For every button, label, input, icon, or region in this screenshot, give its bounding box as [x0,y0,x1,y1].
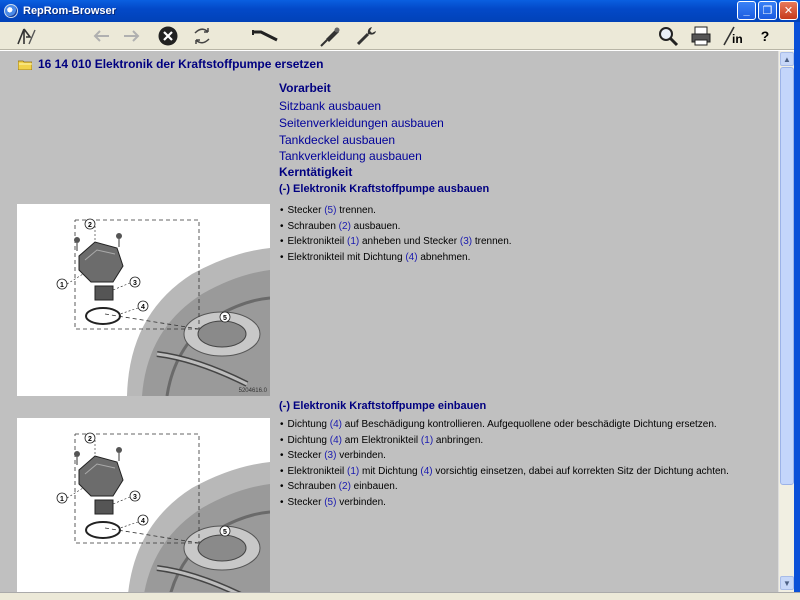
info-label: in [732,32,743,46]
toolbar [0,22,800,50]
list-item: • Dichtung (4) auf Beschädigung kontrollieren. Aufgequollene oder beschädigte Dichtung ersetzen. [280,417,729,433]
chevron-down-icon: ▼ [783,578,791,588]
wrench-icon [354,25,378,47]
callout-5: 5 [223,529,227,536]
title-bar[interactable] [0,0,800,22]
list-item: • Dichtung (4) am Elektronikteil (1) anbringen. [280,433,729,449]
tool-button[interactable] [251,25,279,47]
refresh-icon [191,25,213,47]
window-title: RepRom-Browser [23,5,116,17]
link-tankverkleidung-ausbauen[interactable]: Tankverkleidung ausbauen [279,149,422,163]
tester-icon [318,25,342,47]
link-tankdeckel-ausbauen[interactable]: Tankdeckel ausbauen [279,133,396,147]
window-frame-right [794,22,800,600]
tool-icon [251,26,279,46]
page-title: 16 14 010 Elektronik der Kraftstoffpumpe ersetzen [38,57,324,71]
close-button[interactable] [779,1,798,20]
kerntaetigkeit-heading: Kerntätigkeit [279,165,353,179]
list-item: • Stecker (5) trennen. [280,203,512,219]
forward-button[interactable] [120,25,144,47]
back-button[interactable] [89,25,113,47]
sync-view-button[interactable] [14,25,38,47]
chevron-up-icon: ▲ [783,54,791,64]
wrench-button[interactable] [354,25,378,47]
list-item: • Stecker (3) verbinden. [280,448,729,464]
minimize-icon: _ [743,4,750,17]
content-area [0,51,778,592]
callout-3: 3 [133,494,137,501]
scroll-thumb[interactable] [780,67,794,485]
forward-arrow-icon [121,26,143,46]
einbauen-steps [280,417,729,511]
folder-icon [18,59,32,70]
print-icon [690,25,712,47]
callout-3: 3 [133,280,137,287]
info-button[interactable] [721,25,747,47]
vorarbeit-heading: Vorarbeit [279,81,331,95]
back-arrow-icon [90,26,112,46]
figure-code: 5204616.0 [238,388,267,394]
figure-ausbauen [17,204,270,396]
figure-einbauen [17,418,270,592]
page-heading [18,57,323,71]
list-item: • Stecker (5) verbinden. [280,495,729,511]
tester-button[interactable] [318,25,342,47]
help-button[interactable] [753,25,777,47]
link-sitzbank-ausbauen[interactable]: Sitzbank ausbauen [279,99,382,113]
close-icon: ✕ [783,5,794,17]
scroll-up-button[interactable] [780,52,794,66]
fuel-pump-diagram [17,204,270,396]
einbauen-heading: (-) Elektronik Kraftstoffpumpe einbauen [279,400,487,412]
minimize-button[interactable] [737,1,756,20]
list-item: • Schrauben (2) einbauen. [280,479,729,495]
search-icon [657,25,679,47]
refresh-button[interactable] [190,25,214,47]
stop-icon [157,25,179,47]
restore-icon: ❐ [762,5,773,17]
search-button[interactable] [656,25,680,47]
callout-2: 2 [88,436,92,443]
scroll-down-button[interactable] [780,576,794,590]
callout-4: 4 [141,304,145,311]
callout-2: 2 [88,222,92,229]
window-frame-bottom [0,592,800,600]
link-seitenverkleidungen-ausbauen[interactable]: Seitenverkleidungen ausbauen [279,116,444,130]
ausbauen-steps [280,203,512,265]
vertical-scrollbar[interactable] [778,51,794,592]
list-item: • Elektronikteil (1) anheben und Stecker (3) trennen. [280,234,512,250]
callout-1: 1 [60,282,64,289]
list-item: • Elektronikteil (1) mit Dichtung (4) vorsichtig einsetzen, dabei auf korrekten Sitz der Dichtung achten. [280,464,729,480]
callout-5: 5 [223,315,227,322]
list-item: • Schrauben (2) ausbauen. [280,219,512,235]
list-item: • Elektronikteil mit Dichtung (4) abnehmen. [280,250,512,266]
stop-button[interactable] [156,25,180,47]
app-icon [4,4,18,18]
callout-4: 4 [141,518,145,525]
maximize-button[interactable] [758,1,777,20]
sync-view-icon [15,26,37,46]
callout-1: 1 [60,496,64,503]
fuel-pump-diagram [17,418,270,592]
help-icon: ? [760,28,770,44]
ausbauen-heading: (-) Elektronik Kraftstoffpumpe ausbauen [279,183,490,195]
print-button[interactable] [689,25,713,47]
